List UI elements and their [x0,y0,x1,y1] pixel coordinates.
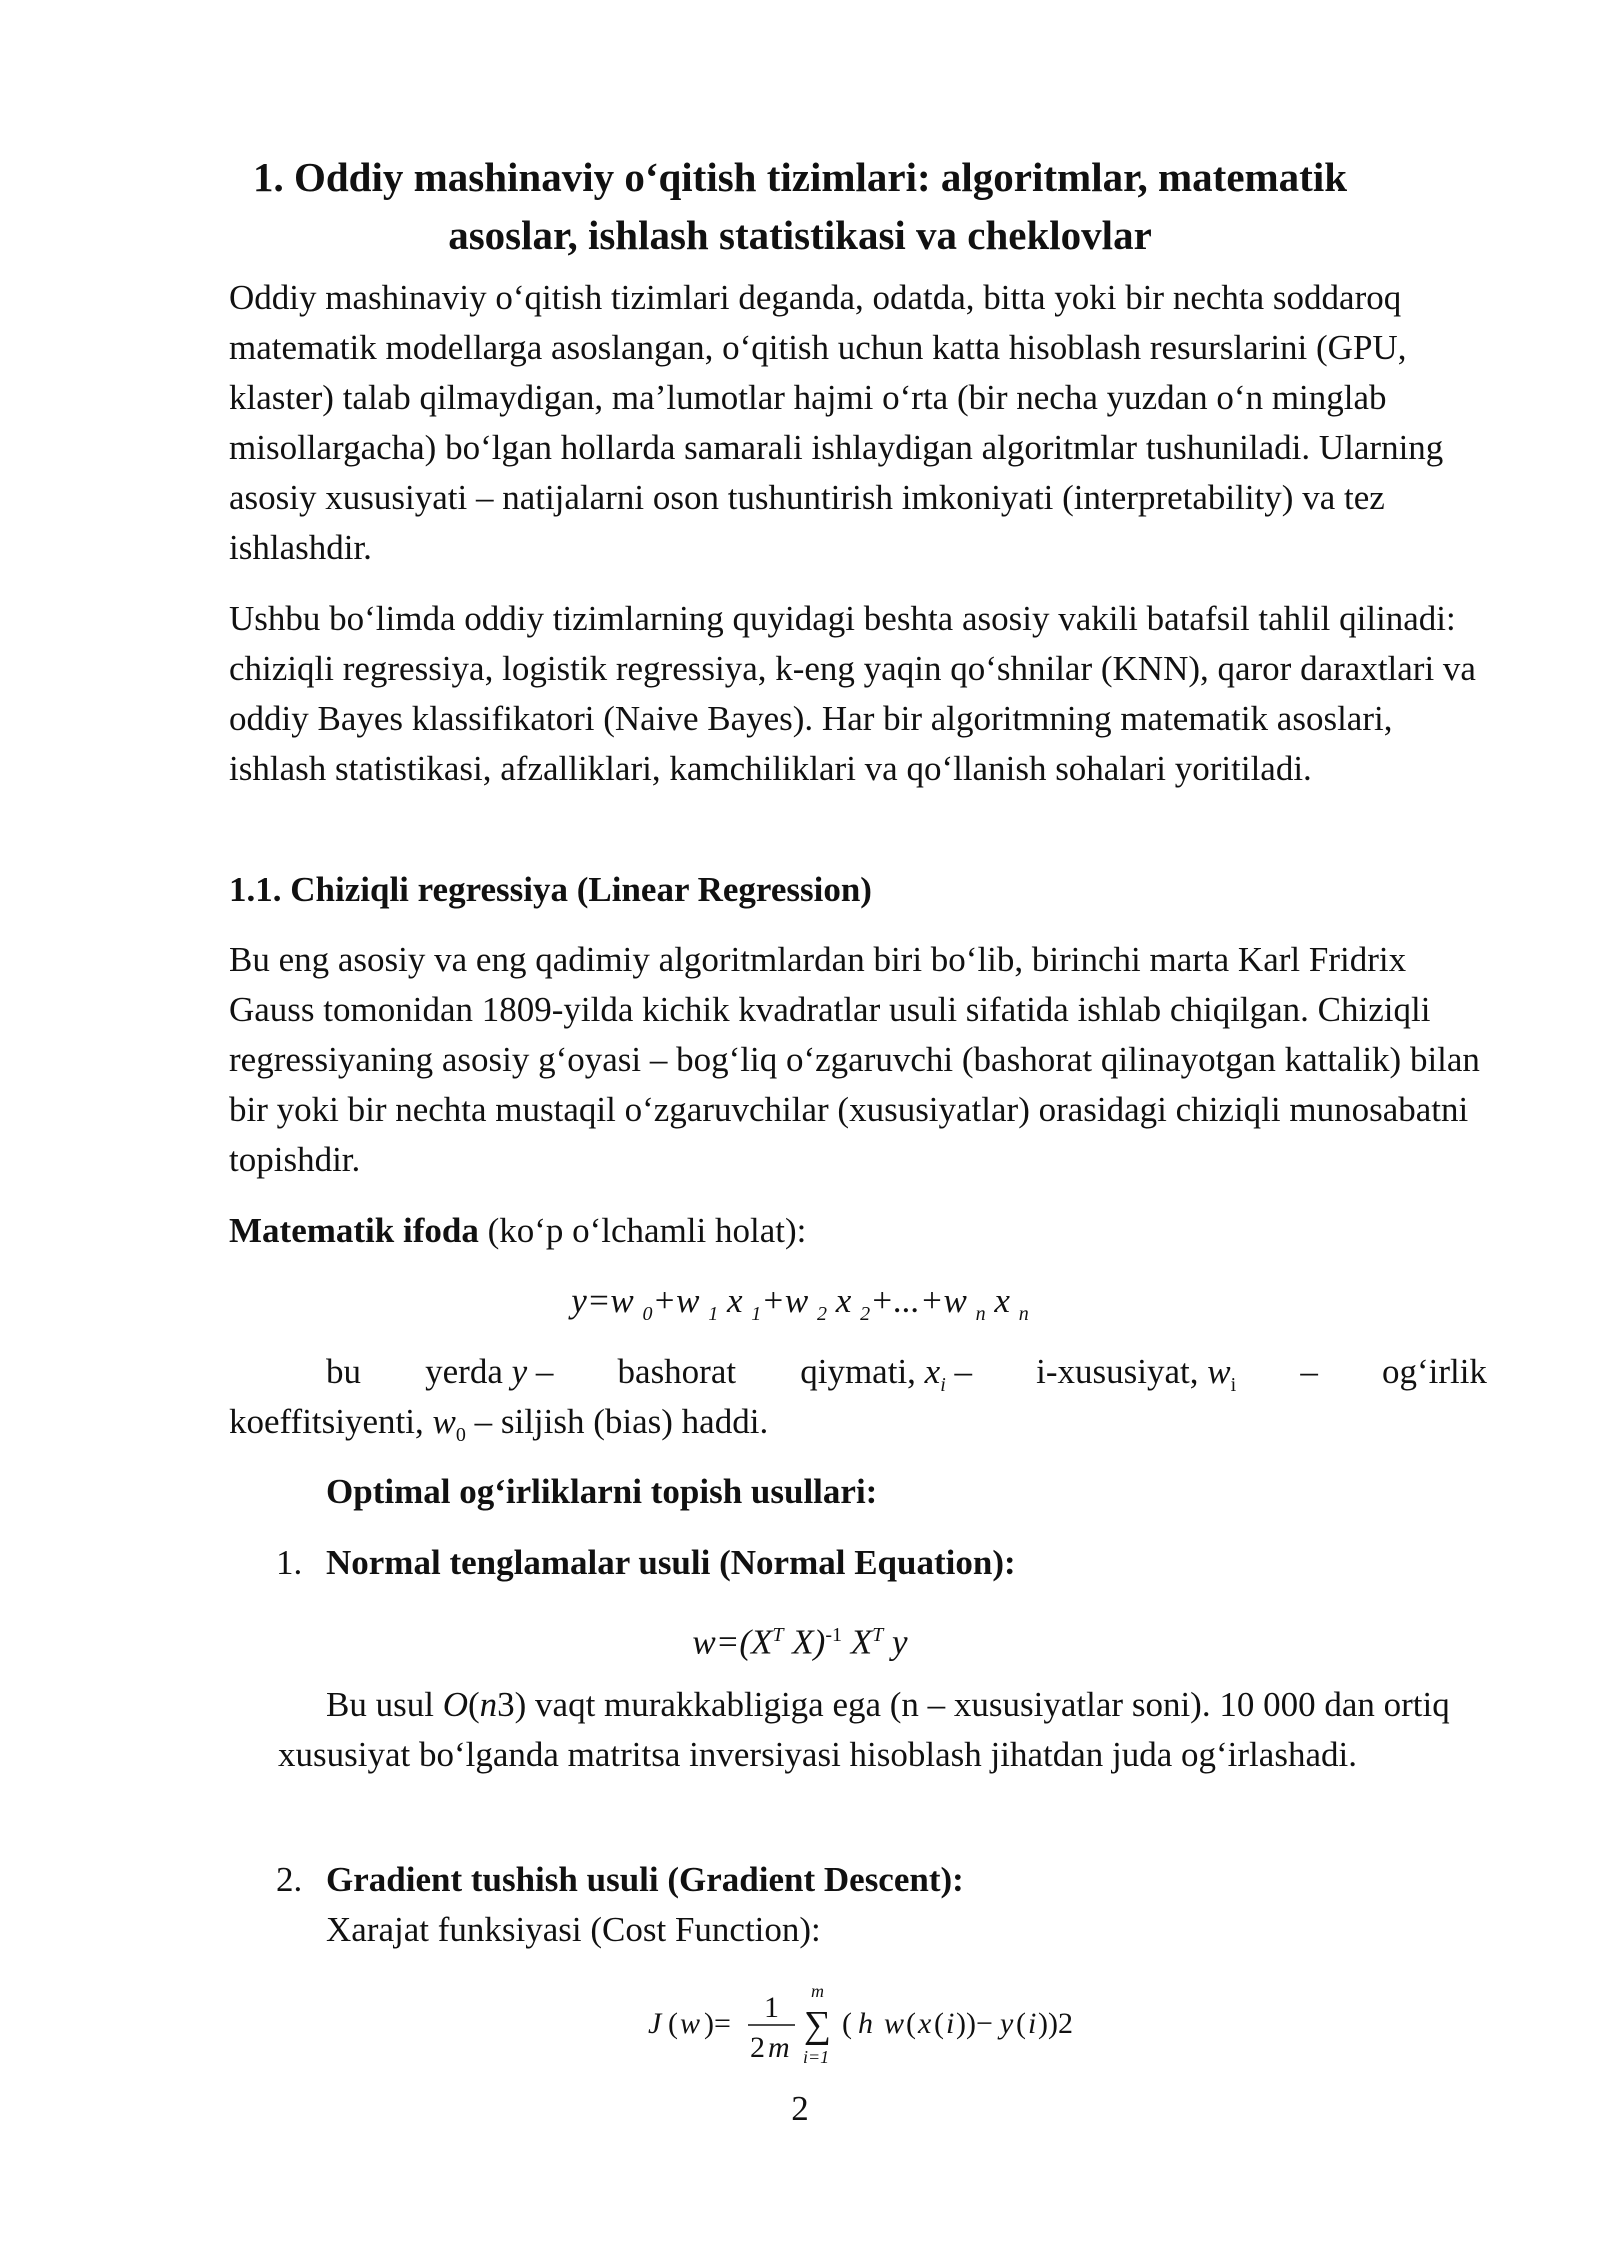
fraction-numerator: 1 [764,1991,779,2024]
svg-text:))−: ))− [956,2007,993,2040]
svg-text:(: ( [842,2007,852,2040]
list-item-2-number: 2. [276,1860,303,1899]
linear-model-formula: y=w $_0$+w $_1$ x $_1$+w $_2$ x $_2$+...+w $_n$ x $_n$ [571,1281,1029,1325]
formula-J: J [648,2007,662,2040]
linear-regression-paragraph: Bu eng asosiy va eng qadimiy algoritmlardan biri bo‘lib, birinchi marta Karl Fridrix Gauss tomonidan 1809-yilda kichik kvadratlar usuli sifatida ishlab chiqilgan. Chiziqli regressiyaning asosiy g‘oyasi – bog‘liq o‘zgaruvchi (bashorat qilinayotgan kattalik) bilan bir yoki bir nechta mustaqil o‘zgaruvchilar (xususiyatlar) orasidagi chiziqli munosabatni topishdir. [229,940,1480,1179]
svg-text:x: x [918,2007,932,2040]
svg-text:)=: )= [704,2007,731,2040]
math-expression-label [229,1206,1489,1256]
svg-text:w: w [680,2007,701,2040]
normal-equation-paragraph: Bu usul O(n3) vaqt murakkabligiga ega (n – xususiyatlar soni). 10 000 dan ortiq xususiyat bo‘lganda matritsa inversiyasi hisoblash jihatdan juda og‘irlashadi. [278,1685,1450,1774]
svg-text:(: ( [906,2007,916,2040]
math-label-rest: (ko‘p o‘lchamli holat): [478,1211,807,1250]
cost-function-label: Xarajat funksiyasi (Cost Function): [326,1910,821,1949]
optimal-weights-heading: Optimal og‘irliklarni topish usullari: [326,1472,878,1511]
sum-sign: ∑ [804,2004,832,2046]
list-item-1-title: Normal tenglamalar usuli (Normal Equation): [326,1543,1016,1582]
page-title: 1. Oddiy mashinaviy o‘qitish tizimlari: algoritmlar, matematik asoslar, ishlash statistikasi va cheklovlar [252,154,1348,258]
svg-text:))2: ))2 [1038,2007,1073,2040]
cost-function-formula [0,1985,1600,2065]
svg-text:i: i [1028,2007,1037,2040]
list-item-1-number: 1. [276,1543,303,1582]
svg-text:(: ( [668,2007,678,2040]
formula-explanation-line-2: koeffitsiyenti, $w_0$ – siljish (bias) haddi. [229,1402,769,1446]
sum-upper-limit: m [811,1985,824,2001]
list-item-2-title: Gradient tushish usuli (Gradient Descent): [326,1860,964,1899]
section-heading-1-1: 1.1. Chiziqli regressiya (Linear Regression) [229,870,872,909]
svg-text:(: ( [934,2007,944,2040]
svg-text:i: i [946,2007,955,2040]
svg-text:w: w [884,2007,905,2040]
svg-text:(: ( [1016,2007,1026,2040]
svg-text:m: m [768,2031,790,2064]
intro-paragraph-1: Oddiy mashinaviy o‘qitish tizimlari deganda, odatda, bitta yoki bir nechta soddaroq matematik modellarga asoslangan, o‘qitish uchun katta hisoblash resurslarini (GPU, klaster) talab qilmaydigan, ma’lumotlar hajmi o‘rta (bir necha yuzdan o‘n minglab misollargacha) bo‘lgan hollarda samarali ishlaydigan algoritmlar tushuniladi. Ularning asosiy xususiyati – natijalarni oson tushuntirish imkoniyati (interpretability) va tez ishlashdir. [229,278,1444,567]
cost-function-svg [0,1985,1600,2065]
svg-text:2: 2 [750,2031,765,2064]
svg-text:h: h [858,2007,873,2040]
intro-paragraph-2: Ushbu bo‘limda oddiy tizimlarning quyidagi beshta asosiy vakili batafsil tahlil qilinadi: chiziqli regressiya, logistik regressiya, k-eng yaqin qo‘shnilar (KNN), qaror daraxtlari va oddiy Bayes klassifikatori (Naive Bayes). Har bir algoritmning matematik asoslari, ishlash statistikasi, afzalliklari, kamchiliklari va qo‘llanish sohalari yoritiladi. [229,599,1476,788]
formula-explanation-line-1: bu yerda y – bashorat qiymati, $x_i$ – i-xususiyat, $w_i$ – og‘irlik [326,1352,1487,1396]
normal-equation-formula: $w=(X^T$ X)$^{-1}$ $X^T$ y [692,1622,908,1662]
sum-lower-limit: i=1 [803,2047,830,2065]
page-number: 2 [791,2089,809,2128]
math-label-bold: Matematik ifoda [229,1211,479,1250]
svg-text:y: y [1000,2007,1014,2040]
